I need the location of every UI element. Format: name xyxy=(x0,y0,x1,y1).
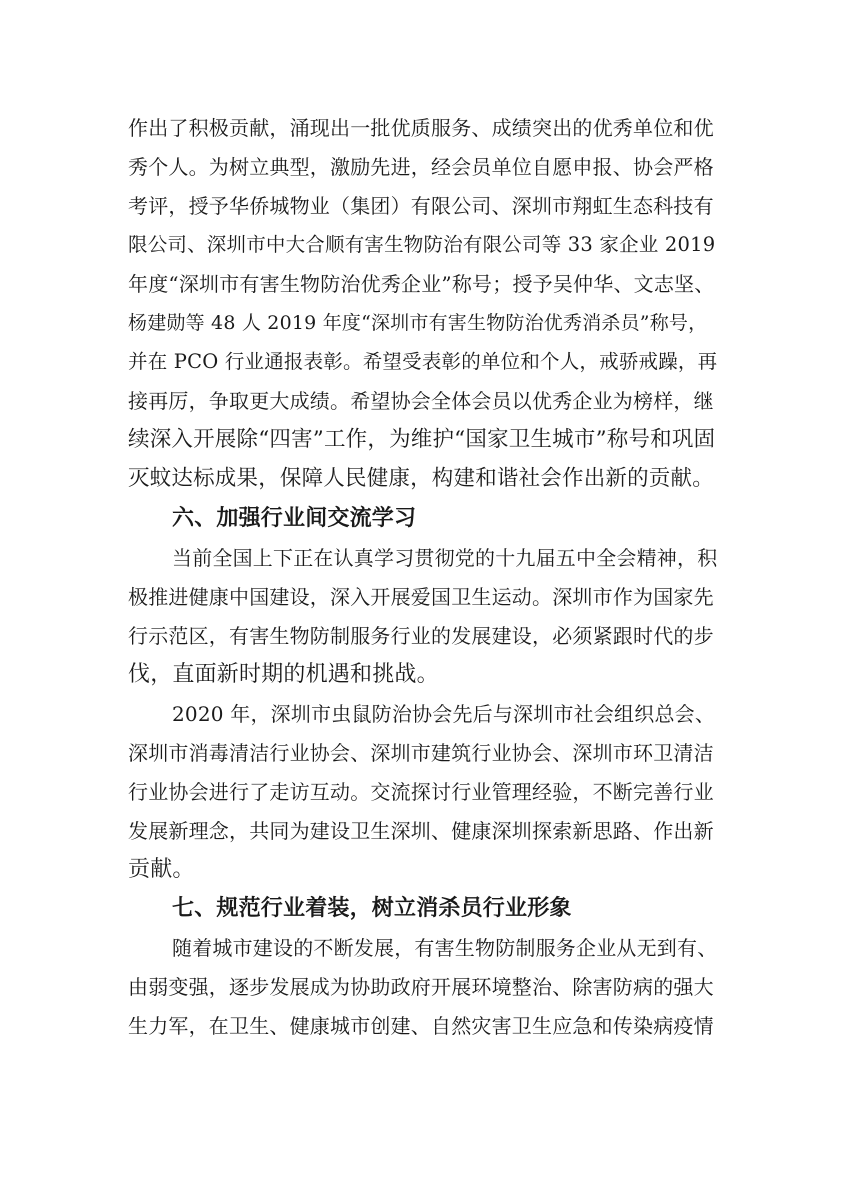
document-page: 作出了积极贡献，涌现出一批优质服务、成绩突出的优秀单位和优 秀个人。为树立典型，激励先进，经会员单位自愿申报、协会严格 考评，授予华侨城物业（集团）有限公司、深圳市翔虹生态科技有 限公司、深圳市中大合顺有害生物防治有限公司等 33 家企业 2019 年度“深圳市有害生物防治优秀企业”称号；授予吴仲华、文志坚、 杨建勋等 48 人 2019 年度“深圳市有害生物防治优秀消杀员”称号， 并在 PCO 行业通报表彰。希望受表彰的单位和个人，戒骄戒躁，再 接再厉，争取更大成绩。希望协会全体会员以优秀企业为榜样，继 续深入开展除“四害”工作，为维护“国家卫生城市”称号和巩固 灭蚊达标成果，保障人民健康，构建和谐社会作出新的贡献。 六、加强行业间交流学习 当前全国上下正在认真学习贯彻党的十九届五中全会精神，积 极推进健康中国建设，深入开展爱国卫生运动。深圳市作为国家先 行示范区，有害生物防制服务行业的发展建设，必须紧跟时代的步 伐，直面新时期的机遇和挑战。 2020 年，深圳市虫鼠防治协会先后与深圳市社会组织总会、 深圳市消毒清洁行业协会、深圳市建筑行业协会、深圳市环卫清洁 行业协会进行了走访互动。交流探讨行业管理经验，不断完善行业 发展新理念，共同为建设卫生深圳、健康深圳探索新思路、作出新 贡献。 七、规范行业着装，树立消杀员行业形象 随着城市建设的不断发展，有害生物防制服务企业从无到有、 由弱变强，逐步发展成为协助政府开展环境整治、除害防病的强大 生力军，在卫生、健康城市创建、自然灾害卫生应急和传染病疫情 xyxy=(0,0,849,1200)
